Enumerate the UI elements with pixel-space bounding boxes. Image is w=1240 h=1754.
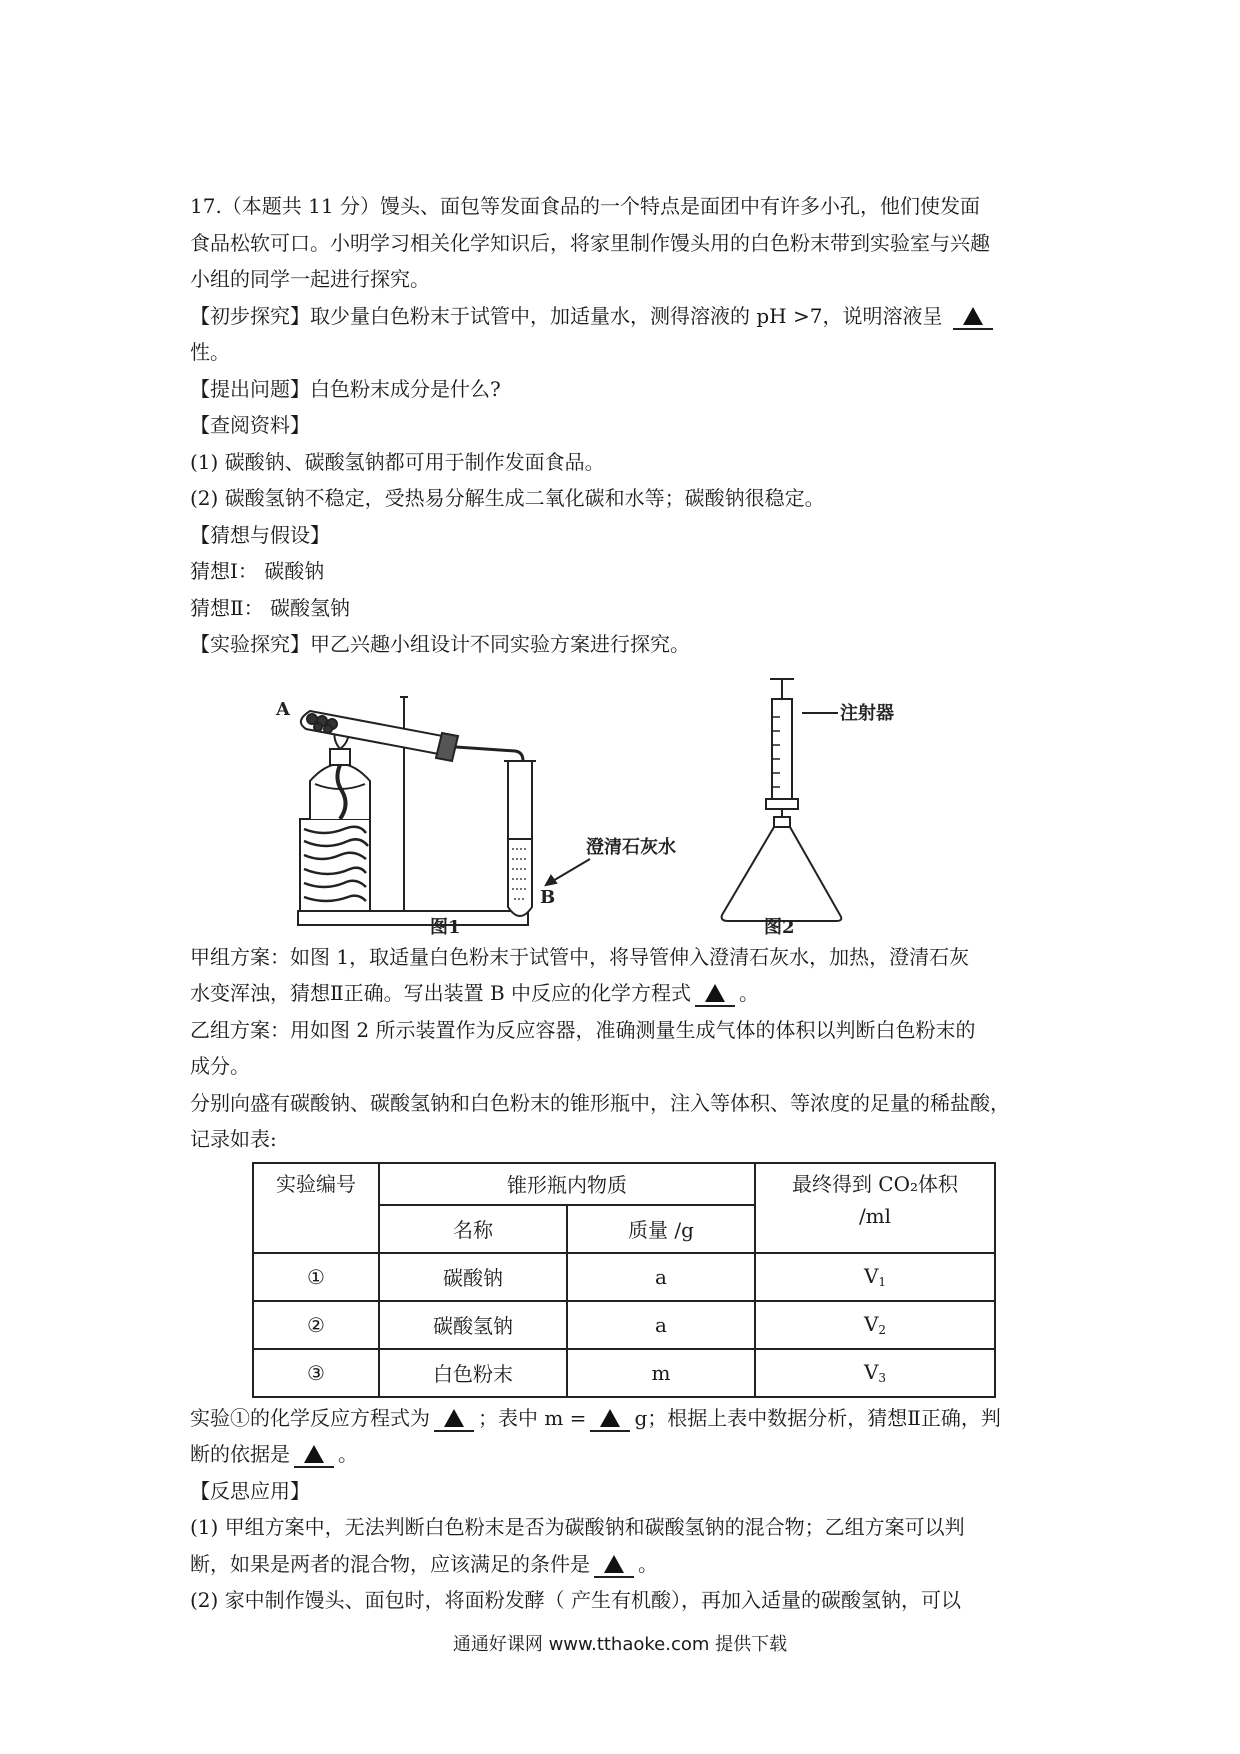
- table-row: [253, 1301, 995, 1349]
- preliminary-text: 【初步探究】取少量白色粉末于试管中，加适量水，测得溶液的 pH >7，说明溶液呈: [190, 303, 943, 328]
- volume-symbol: V: [863, 1312, 879, 1336]
- apparatus-diagram: [190, 669, 1062, 939]
- triangle-icon: [705, 984, 725, 1002]
- volume-symbol: V: [863, 1264, 879, 1288]
- row-name: 碳酸氢钠: [379, 1301, 567, 1349]
- header-substance: 锥形瓶内物质: [379, 1163, 755, 1205]
- reflection-1-line-1: (1) 甲组方案中，无法判断白色粉末是否为碳酸钠和碳酸氢钠的混合物；乙组方案可以判: [190, 1515, 965, 1539]
- answer-blank-5[interactable]: [294, 1442, 334, 1468]
- research-item-2: (2) 碳酸氢钠不稳定，受热易分解生成二氧化碳和水等；碳酸钠很稳定。: [190, 486, 825, 510]
- plan-a-tail: 。: [739, 981, 760, 1005]
- header-name: 名称: [379, 1205, 567, 1253]
- figure-2-caption: 图2: [764, 916, 795, 938]
- apparatus-figure: [190, 669, 1062, 939]
- preliminary-inquiry: [190, 298, 1062, 335]
- hypothesis-heading: 【猜想与假设】: [190, 522, 330, 547]
- triangle-icon: [600, 1409, 620, 1427]
- hypothesis-1: 猜想Ⅰ： 碳酸钠: [190, 559, 325, 583]
- triangle-icon: [304, 1445, 324, 1463]
- label-b: B: [540, 886, 556, 908]
- plan-b-line-2: 成分。: [190, 1054, 250, 1078]
- triangle-icon: [604, 1555, 624, 1573]
- reflection-1-text: 断，如果是两者的混合物，应该满足的条件是: [190, 1551, 590, 1576]
- row-mass: a: [567, 1301, 755, 1349]
- table-row: [253, 1253, 995, 1301]
- analysis-line-1: [190, 1400, 1062, 1437]
- problem-statement: 【提出问题】白色粉末成分是什么?: [190, 376, 501, 401]
- header-mass: 质量 /g: [567, 1205, 755, 1253]
- research-heading: 【查阅资料】: [190, 413, 310, 437]
- record-line-2: 记录如表:: [190, 1127, 277, 1151]
- answer-blank-4[interactable]: [590, 1406, 630, 1432]
- row-volume: [755, 1301, 995, 1349]
- limewater-label: 澄清石灰水: [586, 836, 676, 858]
- header-co2-line-2: /ml: [858, 1203, 892, 1228]
- triangle-icon: [444, 1409, 464, 1427]
- analysis-text-d: 断的依据是: [190, 1442, 290, 1466]
- preliminary-tail: 性。: [190, 340, 230, 364]
- row-no: ②: [253, 1301, 379, 1349]
- plan-a-line-1: 甲组方案：如图 1，取适量白色粉末于试管中，将导管伸入澄清石灰水，加热，澄清石灰: [190, 944, 970, 969]
- volume-subscript: 3: [878, 1371, 887, 1385]
- triangle-icon: [963, 307, 983, 325]
- research-item-1: (1) 碳酸钠、碳酸氢钠都可用于制作发面食品。: [190, 449, 605, 474]
- syringe-label: 注射器: [840, 702, 894, 724]
- figure-1-caption: 图1: [430, 916, 461, 938]
- volume-symbol: V: [863, 1360, 879, 1384]
- record-line-1: 分别向盛有碳酸钠、碳酸氢钠和白色粉末的锥形瓶中，注入等体积、等浓度的足量的稀盐酸，: [190, 1090, 1010, 1115]
- row-no: ①: [253, 1253, 379, 1301]
- header-exp-no: 实验编号: [253, 1163, 379, 1253]
- plan-a-text: 水变浑浊，猜想Ⅱ正确。写出装置 B 中反应的化学方程式: [190, 981, 692, 1005]
- answer-blank-3[interactable]: [434, 1406, 474, 1432]
- reflection-1-tail: 。: [638, 1551, 658, 1576]
- analysis-text-b: ；表中 m =: [478, 1405, 587, 1430]
- header-co2: [755, 1163, 995, 1253]
- intro-line-3: 小组的同学一起进行探究。: [190, 267, 430, 291]
- row-no: ③: [253, 1349, 379, 1397]
- row-name: 碳酸钠: [379, 1253, 567, 1301]
- row-mass: a: [567, 1253, 755, 1301]
- analysis-line-2: [190, 1436, 1062, 1473]
- row-volume: [755, 1349, 995, 1397]
- table-row: [253, 1349, 995, 1397]
- row-mass: m: [567, 1349, 755, 1397]
- label-a: A: [276, 698, 290, 720]
- intro-line-2: 食品松软可口。小明学习相关化学知识后，将家里制作馒头用的白色粉末带到实验室与兴趣: [190, 230, 990, 255]
- answer-blank-6[interactable]: [594, 1552, 634, 1578]
- answer-blank-1[interactable]: [953, 304, 993, 330]
- analysis-text-a: 实验①的化学反应方程式为: [190, 1405, 430, 1430]
- analysis-text-c: g；根据上表中数据分析，猜想Ⅱ正确，判: [634, 1405, 1001, 1430]
- reflection-heading: 【反思应用】: [190, 1478, 310, 1503]
- row-volume: [755, 1253, 995, 1301]
- page-footer: 通通好课网 www.tthaoke.com 提供下载: [452, 1634, 788, 1655]
- reflection-2-line-1: (2) 家中制作馒头、面包时，将面粉发酵（ 产生有机酸），再加入适量的碳酸氢钠，可以: [190, 1588, 962, 1612]
- plan-b-line-1: 乙组方案：用如图 2 所示装置作为反应容器，准确测量生成气体的体积以判断白色粉末的: [190, 1017, 976, 1042]
- volume-subscript: 2: [878, 1323, 887, 1337]
- intro-line-1: 17.（本题共 11 分）馒头、面包等发面食品的一个特点是面团中有许多小孔，他们使发面: [190, 194, 980, 218]
- volume-subscript: 1: [878, 1275, 887, 1289]
- experiment-heading: 【实验探究】甲乙兴趣小组设计不同实验方案进行探究。: [190, 632, 690, 656]
- analysis-tail: 。: [338, 1442, 358, 1466]
- reflection-1-line-2: [190, 1546, 1062, 1583]
- question-page: [190, 188, 1062, 1619]
- plan-a-line-2: [190, 975, 1062, 1012]
- hypothesis-2: 猜想Ⅱ： 碳酸氢钠: [190, 595, 350, 620]
- row-name: 白色粉末: [379, 1349, 567, 1397]
- results-table: [252, 1162, 996, 1398]
- header-co2-line-1: 最终得到 CO₂体积: [791, 1171, 959, 1196]
- answer-blank-2[interactable]: [695, 981, 735, 1007]
